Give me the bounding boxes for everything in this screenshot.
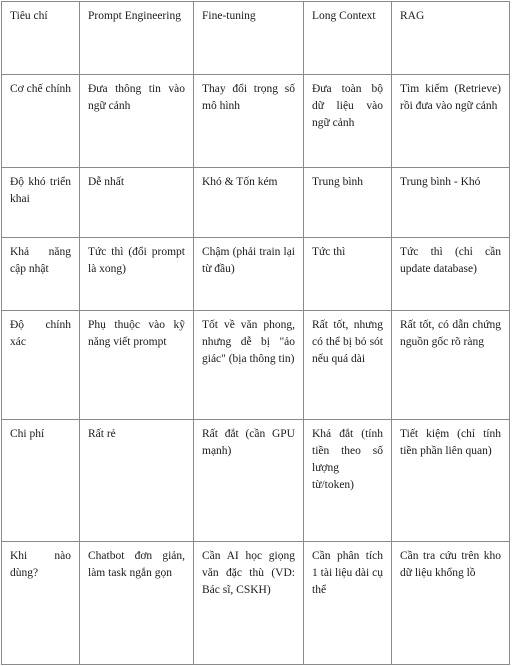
comparison-table — [1, 1, 510, 665]
table-cell: Tìm kiếm (Retrieve) rồi đưa vào ngữ cảnh — [392, 75, 510, 168]
table-cell: Trung bình - Khó — [392, 168, 510, 238]
table-row — [2, 420, 510, 542]
header-cell-long-context: Long Context — [304, 2, 392, 75]
table-row — [2, 238, 510, 311]
table-cell: Phụ thuộc vào kỹ năng viết prompt — [80, 311, 194, 420]
header-cell-prompt-engineering: Prompt Engineering — [80, 2, 194, 75]
table-cell: Tức thì (chỉ cần update database) — [392, 238, 510, 311]
header-cell-rag: RAG — [392, 2, 510, 75]
row-label-cell: Cơ chế chính — [2, 75, 80, 168]
table-cell: Trung bình — [304, 168, 392, 238]
table-cell: Tốt về văn phong, nhưng dễ bị "ảo giác" (bịa thông tin) — [194, 311, 304, 420]
row-label-cell: Khả năng cập nhật — [2, 238, 80, 311]
table-cell: Chậm (phải train lại từ đầu) — [194, 238, 304, 311]
table-cell: Rất tốt, có dẫn chứng nguồn gốc rõ ràng — [392, 311, 510, 420]
table-cell: Đưa toàn bộ dữ liệu vào ngữ cảnh — [304, 75, 392, 168]
table-row — [2, 75, 510, 168]
table-cell: Khó & Tốn kém — [194, 168, 304, 238]
table-cell: Tiết kiệm (chỉ tính tiền phần liên quan) — [392, 420, 510, 542]
table-row — [2, 168, 510, 238]
table-cell: Khá đắt (tính tiền theo số lượng từ/token) — [304, 420, 392, 542]
table-cell: Dễ nhất — [80, 168, 194, 238]
table-cell: Cần phân tích 1 tài liệu dài cụ thể — [304, 542, 392, 665]
table-cell: Chatbot đơn giản, làm task ngắn gọn — [80, 542, 194, 665]
table-cell: Cần tra cứu trên kho dữ liệu khổng lồ — [392, 542, 510, 665]
table-cell: Rất tốt, nhưng có thể bị bỏ sót nếu quá dài — [304, 311, 392, 420]
table-cell: Rất đắt (cần GPU mạnh) — [194, 420, 304, 542]
row-label-cell: Độ khó triển khai — [2, 168, 80, 238]
table-cell: Tức thì — [304, 238, 392, 311]
table-cell: Đưa thông tin vào ngữ cảnh — [80, 75, 194, 168]
row-label-cell: Chi phí — [2, 420, 80, 542]
table-row — [2, 542, 510, 665]
row-label-cell: Khi nào dùng? — [2, 542, 80, 665]
table-row — [2, 311, 510, 420]
header-row — [2, 2, 510, 75]
header-cell-criteria: Tiêu chí — [2, 2, 80, 75]
table-cell: Tức thì (đổi prompt là xong) — [80, 238, 194, 311]
header-cell-fine-tuning: Fine-tuning — [194, 2, 304, 75]
table-cell: Cần AI học giọng văn đặc thù (VD: Bác sĩ, CSKH) — [194, 542, 304, 665]
table-cell: Thay đổi trọng số mô hình — [194, 75, 304, 168]
row-label-cell: Độ chính xác — [2, 311, 80, 420]
table-cell: Rất rẻ — [80, 420, 194, 542]
